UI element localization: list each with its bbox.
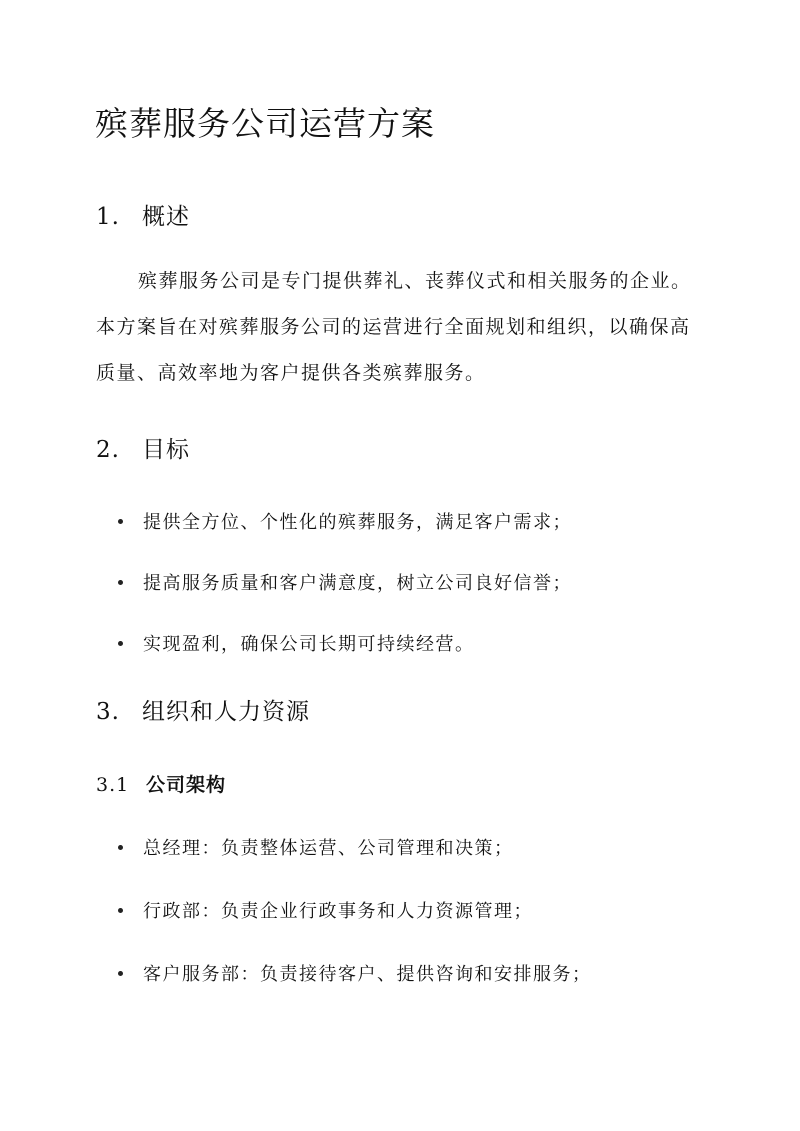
paragraph-line: 殡葬服务公司是专门提供葬礼、丧葬仪式和相关服务的企业。 bbox=[138, 270, 692, 292]
list-item-text: 客户服务部：负责接待客户、提供咨询和安排服务； bbox=[143, 964, 592, 985]
document-title: 殡葬服务公司运营方案 bbox=[95, 104, 435, 143]
subsection-heading-structure bbox=[96, 770, 226, 797]
list-item bbox=[118, 508, 572, 534]
section-title: 组织和人力资源 bbox=[142, 699, 310, 725]
overview-paragraph bbox=[96, 258, 706, 396]
paragraph-line: 本方案旨在对殡葬服务公司的运营进行全面规划和组织，以确保高 bbox=[96, 316, 691, 338]
section-number: 1. bbox=[96, 204, 120, 230]
section-number: 2. bbox=[96, 437, 120, 463]
bullet-icon bbox=[118, 641, 123, 646]
section-heading-overview bbox=[96, 198, 190, 231]
section-heading-organization bbox=[96, 693, 310, 726]
subsection-title: 公司架构 bbox=[146, 774, 227, 796]
list-item bbox=[118, 897, 533, 923]
bullet-icon bbox=[118, 519, 123, 524]
list-item-text: 总经理：负责整体运营、公司管理和决策； bbox=[143, 838, 514, 859]
list-item-text: 提供全方位、个性化的殡葬服务，满足客户需求； bbox=[143, 512, 572, 533]
list-item-text: 行政部：负责企业行政事务和人力资源管理； bbox=[143, 901, 533, 922]
bullet-icon bbox=[118, 580, 123, 585]
bullet-icon bbox=[118, 908, 123, 913]
bullet-icon bbox=[118, 845, 123, 850]
section-number: 3. bbox=[96, 699, 120, 725]
list-item bbox=[118, 834, 514, 860]
list-item-text: 提高服务质量和客户满意度，树立公司良好信誉； bbox=[143, 573, 572, 594]
paragraph-line: 质量、高效率地为客户提供各类殡葬服务。 bbox=[96, 362, 486, 384]
section-title: 目标 bbox=[142, 437, 190, 463]
list-item bbox=[118, 960, 592, 986]
list-item bbox=[118, 569, 572, 595]
list-item bbox=[118, 630, 475, 656]
section-title: 概述 bbox=[142, 204, 190, 230]
bullet-icon bbox=[118, 971, 123, 976]
section-heading-goals bbox=[96, 431, 190, 464]
list-item-text: 实现盈利，确保公司长期可持续经营。 bbox=[143, 634, 475, 655]
subsection-number: 3.1 bbox=[96, 774, 130, 796]
